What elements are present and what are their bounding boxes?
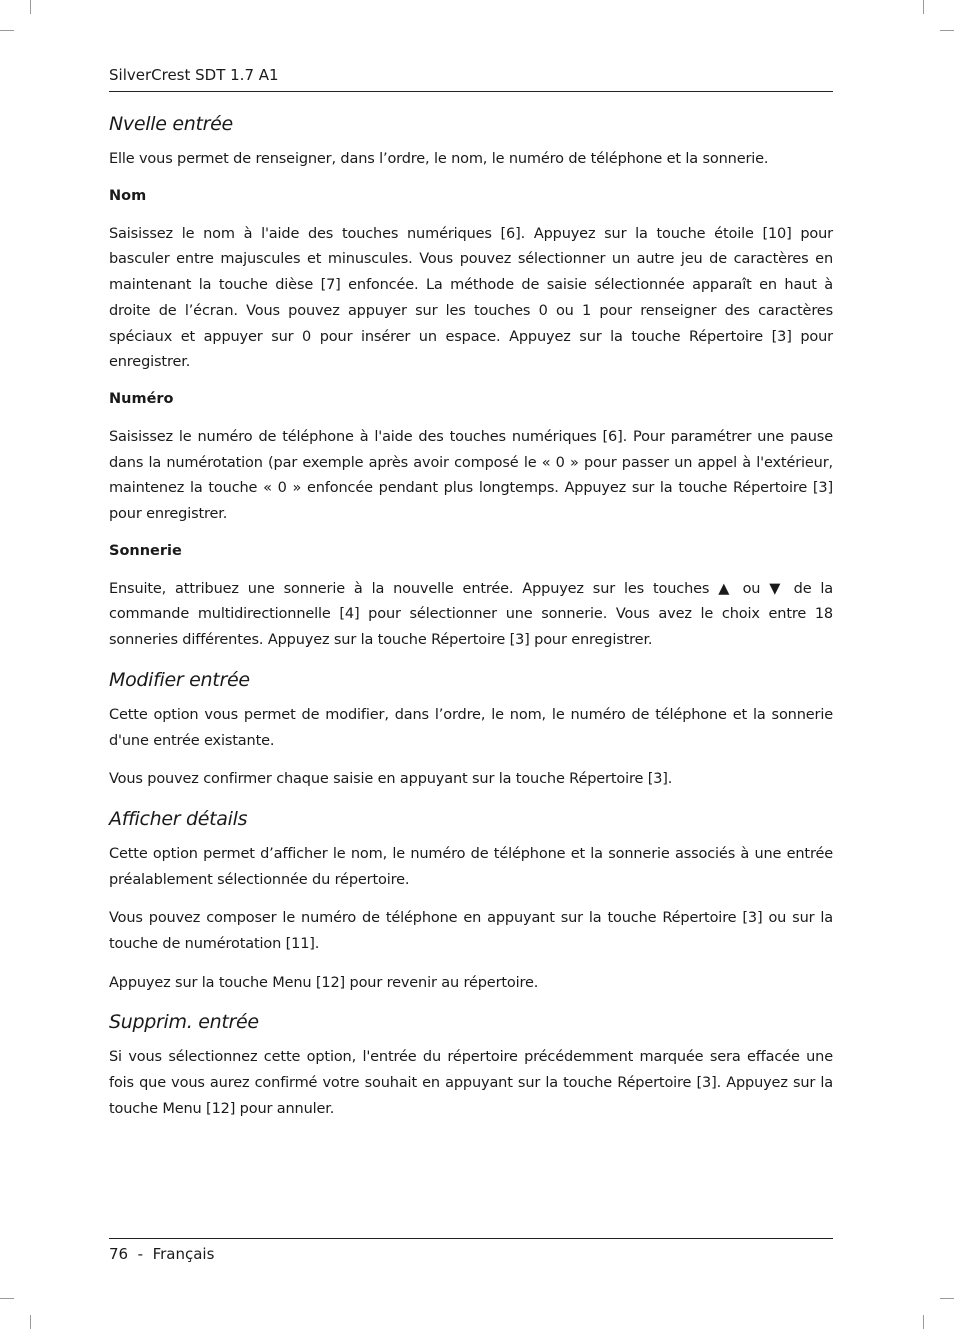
footer-rule [109, 1238, 833, 1239]
crop-mark [0, 1298, 14, 1299]
paragraph: Vous pouvez confirmer chaque saisie en appuyant sur la touche Répertoire [3]. [109, 771, 673, 788]
paragraph: Appuyez sur la touche Menu [12] pour revenir au répertoire. [109, 974, 539, 991]
header-rule [109, 91, 833, 92]
section-modify-entry [109, 667, 833, 793]
paragraph: Vous pouvez composer le numéro de téléphone en appuyant sur la touche Répertoire [3] ou sur la touche de numérotation [11]. [109, 910, 833, 953]
subsection-title-numero: Numéro [109, 390, 174, 407]
section-new-entry [109, 111, 833, 654]
section-title: Nvelle entrée [109, 113, 233, 135]
page-content [109, 111, 833, 1136]
section-title: Afficher détails [109, 807, 248, 830]
crop-mark [940, 1298, 954, 1299]
crop-mark [30, 1315, 31, 1329]
paragraph: Ensuite, attribuez une sonnerie à la nouvelle entrée. Appuyez sur les touches ▲ ou ▼ de la commande multidirectionnelle [4] pour sélectionner une sonnerie. Vous avez le choix entre 18 sonneries différentes. Appuyez sur la touche Répertoire [3] pour enregistrer. [109, 580, 833, 649]
section-title: Modifier entrée [109, 668, 250, 691]
paragraph: Cette option vous permet de modifier, dans l’ordre, le nom, le numéro de téléphone et la sonnerie d'une entrée existante. [109, 706, 833, 749]
subsection-title-nom: Nom [109, 187, 147, 204]
page-header: SilverCrest SDT 1.7 A1 [109, 66, 279, 84]
section-title: Supprim. entrée [109, 1011, 259, 1034]
paragraph: Si vous sélectionnez cette option, l'entrée du répertoire précédemment marquée sera effacée une fois que vous aurez confirmé votre souhait en appuyant sur la touche Répertoire [3]. Appuyez sur la touche Menu [12] pour annuler. [109, 1049, 833, 1117]
crop-mark [0, 30, 14, 31]
page-footer: 76 - Français [109, 1245, 215, 1263]
paragraph: Cette option permet d’afficher le nom, le numéro de téléphone et la sonnerie associés à une entrée préalablement sélectionnée du répertoire. [109, 845, 833, 888]
paragraph: Saisissez le nom à l'aide des touches numériques [6]. Appuyez sur la touche étoile [10] pour basculer entre majuscules et minuscules. Vous pouvez sélectionner un autre jeu de caractères en maintenant la touche dièse [7] enfoncée. La méthode de saisie sélectionnée apparaît en haut à droite de l’écran. Vous pouvez appuyer sur les touches 0 ou 1 pour renseigner des caractères spéciaux et appuyer sur 0 pour insérer un espace. Appuyez sur la touche Répertoire [3] pour enregistrer. [109, 225, 833, 371]
section-delete-entry [109, 1009, 833, 1122]
crop-mark [940, 30, 954, 31]
crop-mark [30, 0, 31, 14]
paragraph: Elle vous permet de renseigner, dans l’ordre, le nom, le numéro de téléphone et la sonnerie. [109, 151, 769, 167]
crop-mark [923, 1315, 924, 1329]
section-show-details [109, 806, 833, 997]
paragraph: Saisissez le numéro de téléphone à l'aide des touches numériques [6]. Pour paramétrer une pause dans la numérotation (par exemple après avoir composé le « 0 » pour passer un appel à l'extérieur, maintenez la touche « 0 » enfoncée pendant plus longtemps. Appuyez sur la touche Répertoire [3] pour enregistrer. [109, 428, 833, 523]
subsection-title-sonnerie: Sonnerie [109, 542, 182, 559]
crop-mark [923, 0, 924, 14]
